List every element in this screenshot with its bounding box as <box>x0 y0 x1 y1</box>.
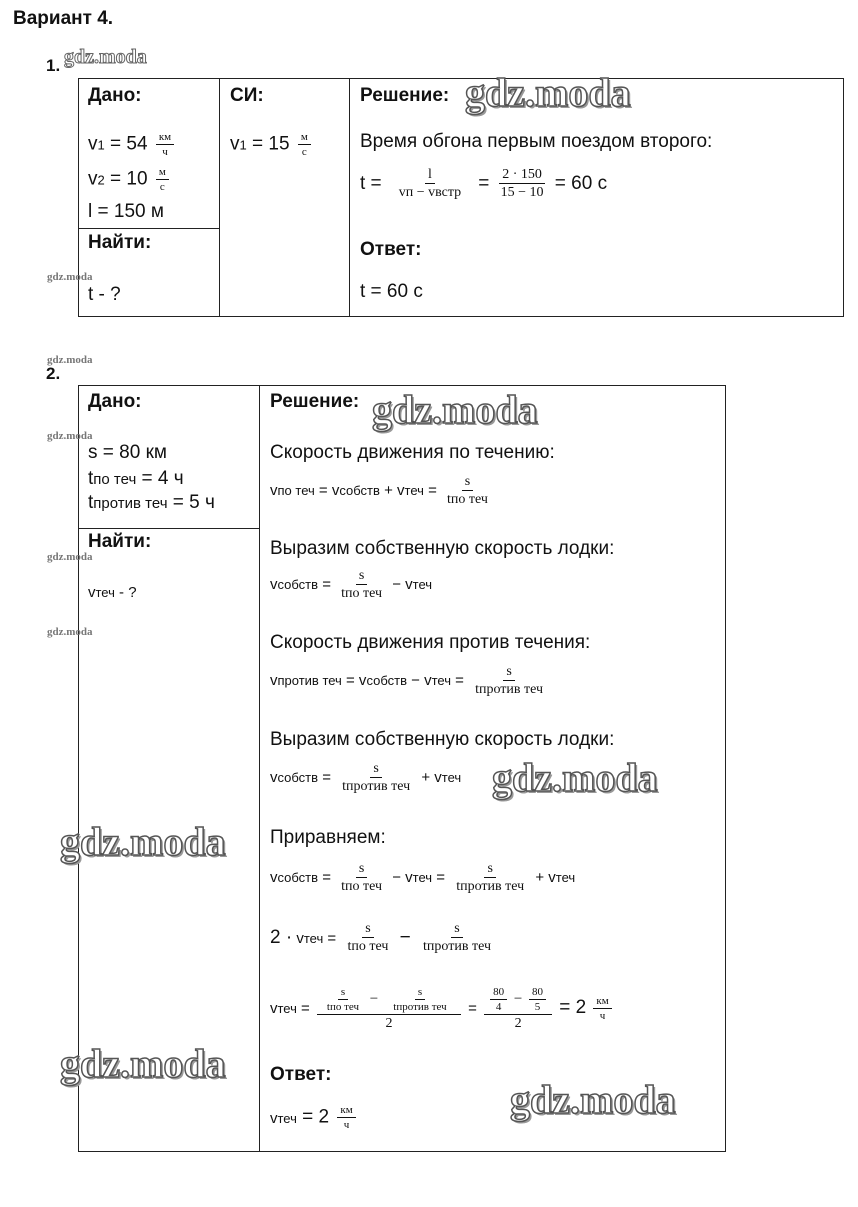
solution-header: Решение: <box>270 391 360 412</box>
watermark-logo: gdz.moda <box>64 46 147 68</box>
watermark-logo: gdz.moda <box>47 271 93 283</box>
given-t-prot: tпротив теч = 5 ч <box>88 492 215 513</box>
given-cell <box>79 386 260 529</box>
solution-formula: t = $\frac{l}{\text{vп − vвстр}}$ = $\frac{2 \cdot 150}{15 - 10}$ = 60 с <box>360 167 608 201</box>
problem-2-table <box>78 385 726 1152</box>
text-4: Выразим собственную скорость лодки: <box>270 729 615 750</box>
watermark-logo: gdz.moda <box>492 755 658 800</box>
watermark-logo: gdz.moda <box>47 354 93 366</box>
solution-cell <box>260 386 726 1152</box>
watermark-logo: gdz.moda <box>47 430 93 442</box>
formula-3: vпротив теч = vсобств − vтеч = $\frac{s}{\text{tпротив теч}}$ <box>270 664 544 698</box>
find-value: t - ? <box>88 284 121 305</box>
watermark-logo: gdz.moda <box>372 387 538 432</box>
text-3: Скорость движения против течения: <box>270 632 591 653</box>
find-header: Найти: <box>88 232 152 253</box>
solution-header: Решение: <box>360 85 450 106</box>
watermark-logo: gdz.moda <box>60 819 226 864</box>
page-title: Вариант 4. <box>13 8 114 29</box>
answer-value: vтеч = 2 $\frac{км}{ч}$ <box>270 1104 359 1131</box>
given-l: l = 150 м <box>88 201 164 222</box>
si-header: СИ: <box>230 85 264 106</box>
text-5: Приравняем: <box>270 827 386 848</box>
formula-1: vпо теч = vсобств + vтеч = $\frac{s}{\text{tпо теч}}$ <box>270 474 488 508</box>
formula-2: vсобств = $\frac{s}{\text{tпо теч}}$ − vтеч <box>270 568 433 602</box>
find-cell <box>79 229 220 317</box>
problem-1-number: 1. <box>46 56 61 75</box>
solution-text: Время обгона первым поездом второго: <box>360 131 713 152</box>
given-cell <box>79 79 220 229</box>
formula-7: vтеч = $\frac{s}{\text{tпо теч}}$ − $\frac{s}{\text{tпротив теч}}$ 2 = $\frac{80}{4}$ − $\frac{80}{5}$ 2 = 2 $\frac{км}{ч}$ <box>270 986 615 1032</box>
text-1: Скорость движения по течению: <box>270 442 555 463</box>
text-2: Выразим собственную скорость лодки: <box>270 538 615 559</box>
given-v1: v1 = 54 $\frac{км}{ч}$ <box>88 131 177 158</box>
formula-5: vсобств = $\frac{s}{\text{tпо теч}}$ − vтеч = $\frac{s}{\text{tпротив теч}}$ + vтеч <box>270 861 576 895</box>
answer-value: t = 60 с <box>360 281 423 302</box>
watermark-logo: gdz.moda <box>47 551 93 563</box>
given-header: Дано: <box>88 85 142 106</box>
answer-header: Ответ: <box>270 1064 332 1085</box>
problem-2-number: 2. <box>46 364 61 383</box>
given-header: Дано: <box>88 391 142 412</box>
si-cell <box>220 79 350 317</box>
watermark-logo: gdz.moda <box>60 1041 226 1086</box>
solution-cell <box>350 70 844 317</box>
si-v1: v1 = 15 $\frac{м}{с}$ <box>230 131 314 158</box>
watermark-logo: gdz.moda <box>465 70 631 115</box>
watermark-logo: gdz.moda <box>510 1077 676 1122</box>
given-v2: v2 = 10 $\frac{м}{с}$ <box>88 166 172 193</box>
given-t-po: tпо теч = 4 ч <box>88 468 184 489</box>
given-s: s = 80 км <box>88 442 167 463</box>
find-header: Найти: <box>88 531 152 552</box>
answer-header: Ответ: <box>360 239 422 260</box>
formula-4: vсобств = $\frac{s}{\text{tпротив теч}}$ + vтеч <box>270 761 462 795</box>
formula-6: 2 · vтеч = $\frac{s}{\text{tпо теч}}$ − $\frac{s}{\text{tпротив теч}}$ <box>270 921 491 955</box>
watermark-logo: gdz.moda <box>47 626 93 638</box>
problem-1-table <box>78 70 844 317</box>
find-value: vтеч - ? <box>88 584 137 601</box>
